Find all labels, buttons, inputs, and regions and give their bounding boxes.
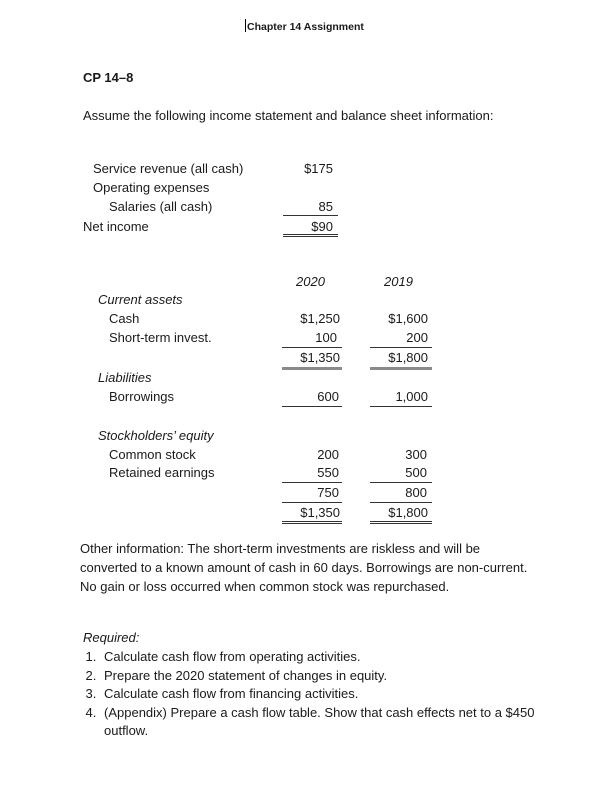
net-income-value-text: $90: [311, 219, 333, 234]
salaries-value: [283, 199, 338, 216]
retained-earnings-2020: [275, 465, 340, 480]
sti-2019-text: 200: [406, 330, 428, 345]
required-item-2: 2. Prepare the 2020 statement of changes in equity.: [100, 667, 540, 686]
re-underline-2020: [282, 482, 342, 483]
borrowings-2020: [275, 389, 340, 404]
cash-label: Cash: [109, 311, 140, 326]
salaries-label: Salaries (all cash): [109, 199, 213, 214]
text-cursor: [245, 19, 246, 32]
total-ca-2019: $1,800: [388, 350, 428, 365]
total-equity-2019-text: 800: [405, 485, 427, 500]
total-ca-rule-2020: [282, 367, 342, 370]
year-header-2019: 2019: [384, 274, 413, 289]
common-stock-label: Common stock: [109, 447, 196, 462]
borrowings-underline-2019: [370, 406, 432, 407]
sti-underline-2019: [370, 347, 432, 348]
total-le-2019: $1,800: [388, 505, 428, 520]
sti-2020-text: 100: [315, 330, 337, 345]
common-stock-2019-text: 300: [405, 447, 427, 462]
total-le-2020: $1,350: [300, 505, 340, 520]
total-le-rule-2020: [282, 521, 342, 524]
borrowings-underline-2020: [282, 406, 342, 407]
borrowings-label: Borrowings: [109, 389, 175, 404]
retained-earnings-2019-text: 500: [405, 465, 427, 480]
net-income-value: [283, 219, 338, 237]
required-item-3: 3. Calculate cash flow from financing activities.: [100, 685, 540, 704]
required-heading: Required:: [83, 630, 140, 645]
year-header-2020: 2020: [296, 274, 325, 289]
cash-2019: $1,600: [388, 311, 428, 326]
total-equity-2020-text: 750: [317, 485, 339, 500]
operating-expenses-label: Operating expenses: [93, 180, 210, 195]
common-stock-2019: [360, 447, 428, 462]
retained-earnings-2019: [360, 465, 428, 480]
re-underline-2019: [370, 482, 432, 483]
total-equity-2019: [360, 485, 428, 500]
other-information: Other information: The short-term investments are riskless and will be converted to a known amount of cash in 60 days. Borrowings are non-current. No gain or loss occurred when common stock was repurchased.: [80, 541, 528, 594]
total-ca-2020: $1,350: [300, 350, 340, 365]
required-list: [80, 648, 540, 741]
retained-earnings-label: Retained earnings: [109, 465, 215, 480]
equity-heading: Stockholders’ equity: [98, 428, 214, 443]
common-stock-2020-text: 200: [317, 447, 339, 462]
total-equity-2020: [275, 485, 340, 500]
required-item-4: 4. (Appendix) Prepare a cash flow table. Show that cash effects net to a $450 outflow.: [100, 704, 540, 741]
header-title: Chapter 14 Assignment: [247, 21, 364, 33]
sti-label: Short-term invest.: [109, 330, 212, 345]
equity-underline-2019: [370, 502, 432, 503]
borrowings-2020-text: 600: [317, 389, 339, 404]
equity-underline-2020: [282, 502, 342, 503]
intro-paragraph: Assume the following income statement and balance sheet information:: [83, 108, 494, 123]
common-stock-2020: [275, 447, 340, 462]
retained-earnings-2020-text: 550: [317, 465, 339, 480]
total-le-rule-2019: [370, 521, 432, 524]
salaries-value-text: 85: [318, 199, 333, 214]
total-ca-rule-2019: [370, 367, 432, 370]
sti-underline-2020: [282, 347, 342, 348]
service-revenue-value: $175: [304, 161, 333, 176]
cash-2020: $1,250: [300, 311, 340, 326]
page-header: [245, 19, 364, 33]
current-assets-heading: Current assets: [98, 292, 183, 307]
problem-title: CP 14–8: [83, 70, 134, 85]
required-item-1: 1. Calculate cash flow from operating activities.: [100, 648, 540, 667]
liabilities-heading: Liabilities: [98, 370, 152, 385]
sti-2019: [360, 330, 428, 345]
net-income-label: Net income: [83, 219, 149, 234]
sti-2020: [275, 330, 340, 345]
service-revenue-label: Service revenue (all cash): [93, 161, 244, 176]
borrowings-2019: 1,000: [395, 389, 428, 404]
